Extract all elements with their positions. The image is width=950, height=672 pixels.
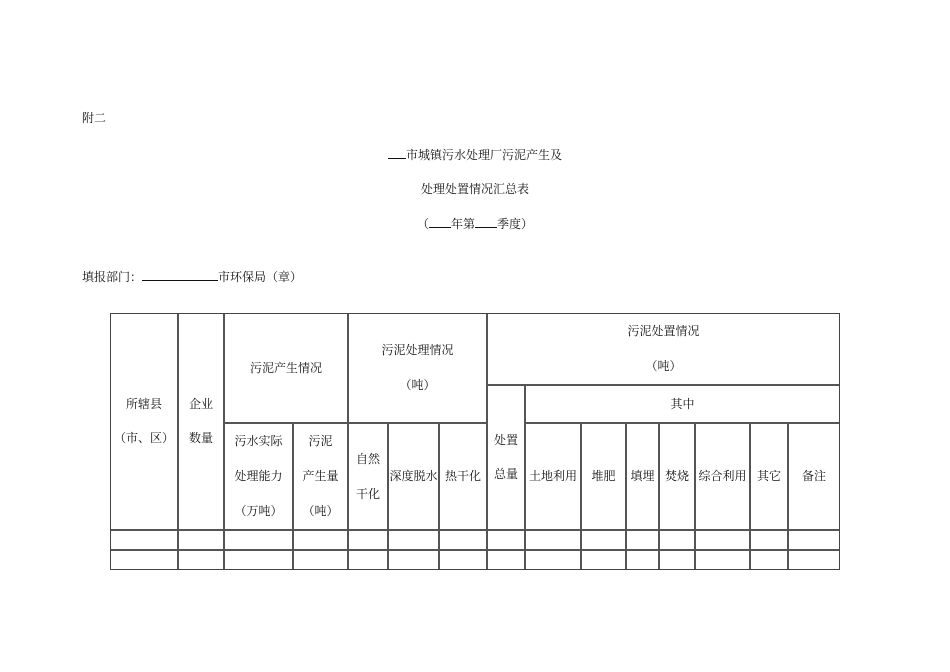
year-blank — [429, 216, 451, 228]
table-cell[interactable] — [388, 550, 439, 570]
table-cell[interactable] — [293, 530, 348, 550]
table-cell[interactable] — [695, 550, 750, 570]
table-cell[interactable] — [659, 530, 695, 550]
table-cell[interactable] — [293, 550, 348, 570]
table-cell[interactable] — [348, 550, 388, 570]
table-cell[interactable] — [178, 530, 224, 550]
quarter-blank — [475, 216, 497, 228]
header-compost: 堆肥 — [581, 423, 626, 530]
table-cell[interactable] — [626, 550, 659, 570]
header-natural-drying: 自然 干化 — [348, 423, 388, 530]
fill-department-line: 填报部门： 市环保局（章） — [82, 270, 303, 284]
table-cell[interactable] — [659, 550, 695, 570]
header-remarks: 备注 — [788, 423, 840, 530]
header-enterprise-count: 企业 数量 — [178, 313, 224, 530]
header-county: 所辖县 （市、区） — [110, 313, 178, 530]
header-landfill: 填埋 — [626, 423, 659, 530]
table-cell[interactable] — [525, 530, 581, 550]
table-cell[interactable] — [224, 550, 293, 570]
table-cell[interactable] — [439, 550, 487, 570]
table-cell[interactable] — [439, 530, 487, 550]
period-line: （ 年第 季度） — [416, 217, 534, 231]
table-cell[interactable] — [178, 550, 224, 570]
table-cell[interactable] — [750, 530, 788, 550]
header-land-use: 土地利用 — [525, 423, 581, 530]
header-disposal-total: 处置 总量 — [487, 385, 525, 530]
table-cell[interactable] — [388, 530, 439, 550]
header-sludge-amount: 污泥 产生量 （吨） — [293, 423, 348, 530]
table-cell[interactable] — [487, 550, 525, 570]
header-incineration: 焚烧 — [659, 423, 695, 530]
table-cell[interactable] — [348, 530, 388, 550]
table-cell[interactable] — [224, 530, 293, 550]
header-sludge-disposal: 污泥处置情况 （吨） — [487, 313, 840, 385]
table-cell[interactable] — [110, 530, 178, 550]
header-of-which: 其中 — [525, 385, 840, 423]
table-cell[interactable] — [788, 550, 840, 570]
table-cell[interactable] — [788, 530, 840, 550]
table-cell[interactable] — [750, 550, 788, 570]
table-cell[interactable] — [581, 550, 626, 570]
appendix-label: 附二 — [82, 111, 107, 125]
title-line-2: 处理处置情况汇总表 — [420, 182, 529, 196]
header-thermal-drying: 热干化 — [439, 423, 487, 530]
header-deep-dewatering: 深度脱水 — [388, 423, 439, 530]
header-other: 其它 — [750, 423, 788, 530]
header-comprehensive-use: 综合利用 — [695, 423, 750, 530]
header-sludge-treatment: 污泥处理情况 （吨） — [348, 313, 487, 423]
header-treatment-capacity: 污水实际 处理能力 （万吨） — [224, 423, 293, 530]
header-sludge-production: 污泥产生情况 — [224, 313, 348, 423]
title-line-1: 市城镇污水处理厂污泥产生及 — [0, 147, 950, 162]
table-cell[interactable] — [695, 530, 750, 550]
department-blank — [142, 269, 218, 281]
table-cell[interactable] — [487, 530, 525, 550]
table-cell[interactable] — [110, 550, 178, 570]
table-cell[interactable] — [581, 530, 626, 550]
city-blank — [388, 147, 406, 159]
table-cell[interactable] — [626, 530, 659, 550]
table-cell[interactable] — [525, 550, 581, 570]
